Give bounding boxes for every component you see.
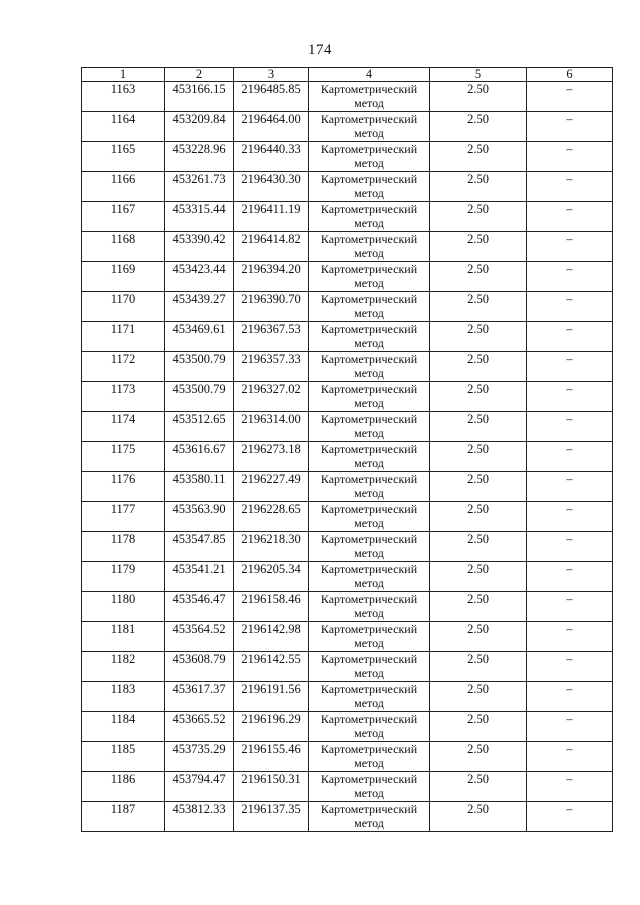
point-number-cell: 1174 (82, 412, 165, 442)
x-coordinate-cell: 453541.21 (165, 562, 234, 592)
method-cell: Картометрический метод (309, 172, 430, 202)
accuracy-cell: 2.50 (430, 352, 527, 382)
point-number-cell: 1163 (82, 82, 165, 112)
note-cell: – (527, 442, 613, 472)
table-row (82, 262, 613, 292)
y-coordinate-cell: 2196196.29 (234, 712, 309, 742)
table-row (82, 412, 613, 442)
note-cell: – (527, 532, 613, 562)
table-row (82, 142, 613, 172)
accuracy-cell: 2.50 (430, 172, 527, 202)
method-cell: Картометрический метод (309, 322, 430, 352)
method-cell: Картометрический метод (309, 682, 430, 712)
accuracy-cell: 2.50 (430, 802, 527, 832)
accuracy-cell: 2.50 (430, 712, 527, 742)
table-row (82, 82, 613, 112)
x-coordinate-cell: 453665.52 (165, 712, 234, 742)
y-coordinate-cell: 2196158.46 (234, 592, 309, 622)
table-row (82, 352, 613, 382)
x-coordinate-cell: 453439.27 (165, 292, 234, 322)
table-row (82, 472, 613, 502)
accuracy-cell: 2.50 (430, 412, 527, 442)
x-coordinate-cell: 453608.79 (165, 652, 234, 682)
point-number-cell: 1184 (82, 712, 165, 742)
accuracy-cell: 2.50 (430, 292, 527, 322)
x-coordinate-cell: 453564.52 (165, 622, 234, 652)
point-number-cell: 1166 (82, 172, 165, 202)
note-cell: – (527, 772, 613, 802)
table-row (82, 742, 613, 772)
method-cell: Картометрический метод (309, 112, 430, 142)
method-cell: Картометрический метод (309, 802, 430, 832)
y-coordinate-cell: 2196227.49 (234, 472, 309, 502)
x-coordinate-cell: 453812.33 (165, 802, 234, 832)
x-coordinate-cell: 453617.37 (165, 682, 234, 712)
accuracy-cell: 2.50 (430, 682, 527, 712)
accuracy-cell: 2.50 (430, 442, 527, 472)
y-coordinate-cell: 2196205.34 (234, 562, 309, 592)
y-coordinate-cell: 2196464.00 (234, 112, 309, 142)
accuracy-cell: 2.50 (430, 142, 527, 172)
y-coordinate-cell: 2196150.31 (234, 772, 309, 802)
method-cell: Картометрический метод (309, 352, 430, 382)
accuracy-cell: 2.50 (430, 652, 527, 682)
method-cell: Картометрический метод (309, 142, 430, 172)
table-body (82, 82, 613, 832)
x-coordinate-cell: 453228.96 (165, 142, 234, 172)
accuracy-cell: 2.50 (430, 322, 527, 352)
method-cell: Картометрический метод (309, 292, 430, 322)
accuracy-cell: 2.50 (430, 772, 527, 802)
table-header-row (82, 68, 613, 82)
x-coordinate-cell: 453580.11 (165, 472, 234, 502)
y-coordinate-cell: 2196228.65 (234, 502, 309, 532)
x-coordinate-cell: 453209.84 (165, 112, 234, 142)
accuracy-cell: 2.50 (430, 82, 527, 112)
table-row (82, 772, 613, 802)
table-row (82, 172, 613, 202)
note-cell: – (527, 292, 613, 322)
x-coordinate-cell: 453423.44 (165, 262, 234, 292)
accuracy-cell: 2.50 (430, 742, 527, 772)
note-cell: – (527, 712, 613, 742)
x-coordinate-cell: 453500.79 (165, 352, 234, 382)
x-coordinate-cell: 453794.47 (165, 772, 234, 802)
point-number-cell: 1171 (82, 322, 165, 352)
method-cell: Картометрический метод (309, 382, 430, 412)
y-coordinate-cell: 2196411.19 (234, 202, 309, 232)
method-cell: Картометрический метод (309, 742, 430, 772)
y-coordinate-cell: 2196414.82 (234, 232, 309, 262)
y-coordinate-cell: 2196390.70 (234, 292, 309, 322)
point-number-cell: 1182 (82, 652, 165, 682)
accuracy-cell: 2.50 (430, 532, 527, 562)
method-cell: Картометрический метод (309, 532, 430, 562)
y-coordinate-cell: 2196430.30 (234, 172, 309, 202)
x-coordinate-cell: 453390.42 (165, 232, 234, 262)
method-cell: Картометрический метод (309, 502, 430, 532)
note-cell: – (527, 622, 613, 652)
note-cell: – (527, 112, 613, 142)
table-row (82, 532, 613, 562)
table-row (82, 382, 613, 412)
x-coordinate-cell: 453500.79 (165, 382, 234, 412)
point-number-cell: 1175 (82, 442, 165, 472)
y-coordinate-cell: 2196273.18 (234, 442, 309, 472)
method-cell: Картометрический метод (309, 202, 430, 232)
x-coordinate-cell: 453546.47 (165, 592, 234, 622)
note-cell: – (527, 322, 613, 352)
x-coordinate-cell: 453563.90 (165, 502, 234, 532)
table-row (82, 292, 613, 322)
method-cell: Картометрический метод (309, 592, 430, 622)
method-cell: Картометрический метод (309, 472, 430, 502)
table-row (82, 622, 613, 652)
column-header: 4 (309, 68, 430, 82)
accuracy-cell: 2.50 (430, 622, 527, 652)
table-row (82, 562, 613, 592)
column-header: 6 (527, 68, 613, 82)
method-cell: Картометрический метод (309, 412, 430, 442)
column-header: 3 (234, 68, 309, 82)
note-cell: – (527, 682, 613, 712)
method-cell: Картометрический метод (309, 262, 430, 292)
accuracy-cell: 2.50 (430, 232, 527, 262)
point-number-cell: 1186 (82, 772, 165, 802)
point-number-cell: 1172 (82, 352, 165, 382)
point-number-cell: 1173 (82, 382, 165, 412)
x-coordinate-cell: 453616.67 (165, 442, 234, 472)
x-coordinate-cell: 453469.61 (165, 322, 234, 352)
accuracy-cell: 2.50 (430, 382, 527, 412)
method-cell: Картометрический метод (309, 652, 430, 682)
table-row (82, 442, 613, 472)
point-number-cell: 1165 (82, 142, 165, 172)
point-number-cell: 1176 (82, 472, 165, 502)
note-cell: – (527, 592, 613, 622)
y-coordinate-cell: 2196485.85 (234, 82, 309, 112)
table-row (82, 322, 613, 352)
x-coordinate-cell: 453261.73 (165, 172, 234, 202)
note-cell: – (527, 142, 613, 172)
table-row (82, 682, 613, 712)
x-coordinate-cell: 453547.85 (165, 532, 234, 562)
point-number-cell: 1167 (82, 202, 165, 232)
y-coordinate-cell: 2196367.53 (234, 322, 309, 352)
note-cell: – (527, 82, 613, 112)
note-cell: – (527, 262, 613, 292)
y-coordinate-cell: 2196314.00 (234, 412, 309, 442)
point-number-cell: 1187 (82, 802, 165, 832)
accuracy-cell: 2.50 (430, 502, 527, 532)
note-cell: – (527, 412, 613, 442)
table-row (82, 652, 613, 682)
y-coordinate-cell: 2196394.20 (234, 262, 309, 292)
method-cell: Картометрический метод (309, 622, 430, 652)
point-number-cell: 1181 (82, 622, 165, 652)
coordinates-table (81, 67, 613, 832)
point-number-cell: 1169 (82, 262, 165, 292)
x-coordinate-cell: 453735.29 (165, 742, 234, 772)
point-number-cell: 1178 (82, 532, 165, 562)
table-row (82, 202, 613, 232)
table-row (82, 232, 613, 262)
note-cell: – (527, 742, 613, 772)
accuracy-cell: 2.50 (430, 592, 527, 622)
note-cell: – (527, 562, 613, 592)
method-cell: Картометрический метод (309, 772, 430, 802)
y-coordinate-cell: 2196142.55 (234, 652, 309, 682)
point-number-cell: 1185 (82, 742, 165, 772)
note-cell: – (527, 802, 613, 832)
table-row (82, 502, 613, 532)
table-row (82, 802, 613, 832)
accuracy-cell: 2.50 (430, 262, 527, 292)
y-coordinate-cell: 2196137.35 (234, 802, 309, 832)
method-cell: Картометрический метод (309, 442, 430, 472)
note-cell: – (527, 382, 613, 412)
method-cell: Картометрический метод (309, 82, 430, 112)
note-cell: – (527, 202, 613, 232)
table-row (82, 112, 613, 142)
note-cell: – (527, 352, 613, 382)
note-cell: – (527, 502, 613, 532)
accuracy-cell: 2.50 (430, 202, 527, 232)
column-header: 5 (430, 68, 527, 82)
point-number-cell: 1168 (82, 232, 165, 262)
note-cell: – (527, 172, 613, 202)
y-coordinate-cell: 2196191.56 (234, 682, 309, 712)
y-coordinate-cell: 2196440.33 (234, 142, 309, 172)
accuracy-cell: 2.50 (430, 472, 527, 502)
y-coordinate-cell: 2196142.98 (234, 622, 309, 652)
point-number-cell: 1177 (82, 502, 165, 532)
note-cell: – (527, 232, 613, 262)
table-row (82, 712, 613, 742)
column-header: 2 (165, 68, 234, 82)
accuracy-cell: 2.50 (430, 562, 527, 592)
y-coordinate-cell: 2196155.46 (234, 742, 309, 772)
point-number-cell: 1170 (82, 292, 165, 322)
accuracy-cell: 2.50 (430, 112, 527, 142)
point-number-cell: 1180 (82, 592, 165, 622)
x-coordinate-cell: 453315.44 (165, 202, 234, 232)
method-cell: Картометрический метод (309, 562, 430, 592)
table-row (82, 592, 613, 622)
x-coordinate-cell: 453512.65 (165, 412, 234, 442)
point-number-cell: 1183 (82, 682, 165, 712)
note-cell: – (527, 472, 613, 502)
point-number-cell: 1164 (82, 112, 165, 142)
note-cell: – (527, 652, 613, 682)
y-coordinate-cell: 2196218.30 (234, 532, 309, 562)
y-coordinate-cell: 2196357.33 (234, 352, 309, 382)
y-coordinate-cell: 2196327.02 (234, 382, 309, 412)
point-number-cell: 1179 (82, 562, 165, 592)
column-header: 1 (82, 68, 165, 82)
x-coordinate-cell: 453166.15 (165, 82, 234, 112)
method-cell: Картометрический метод (309, 712, 430, 742)
method-cell: Картометрический метод (309, 232, 430, 262)
page-number: 174 (308, 42, 332, 58)
